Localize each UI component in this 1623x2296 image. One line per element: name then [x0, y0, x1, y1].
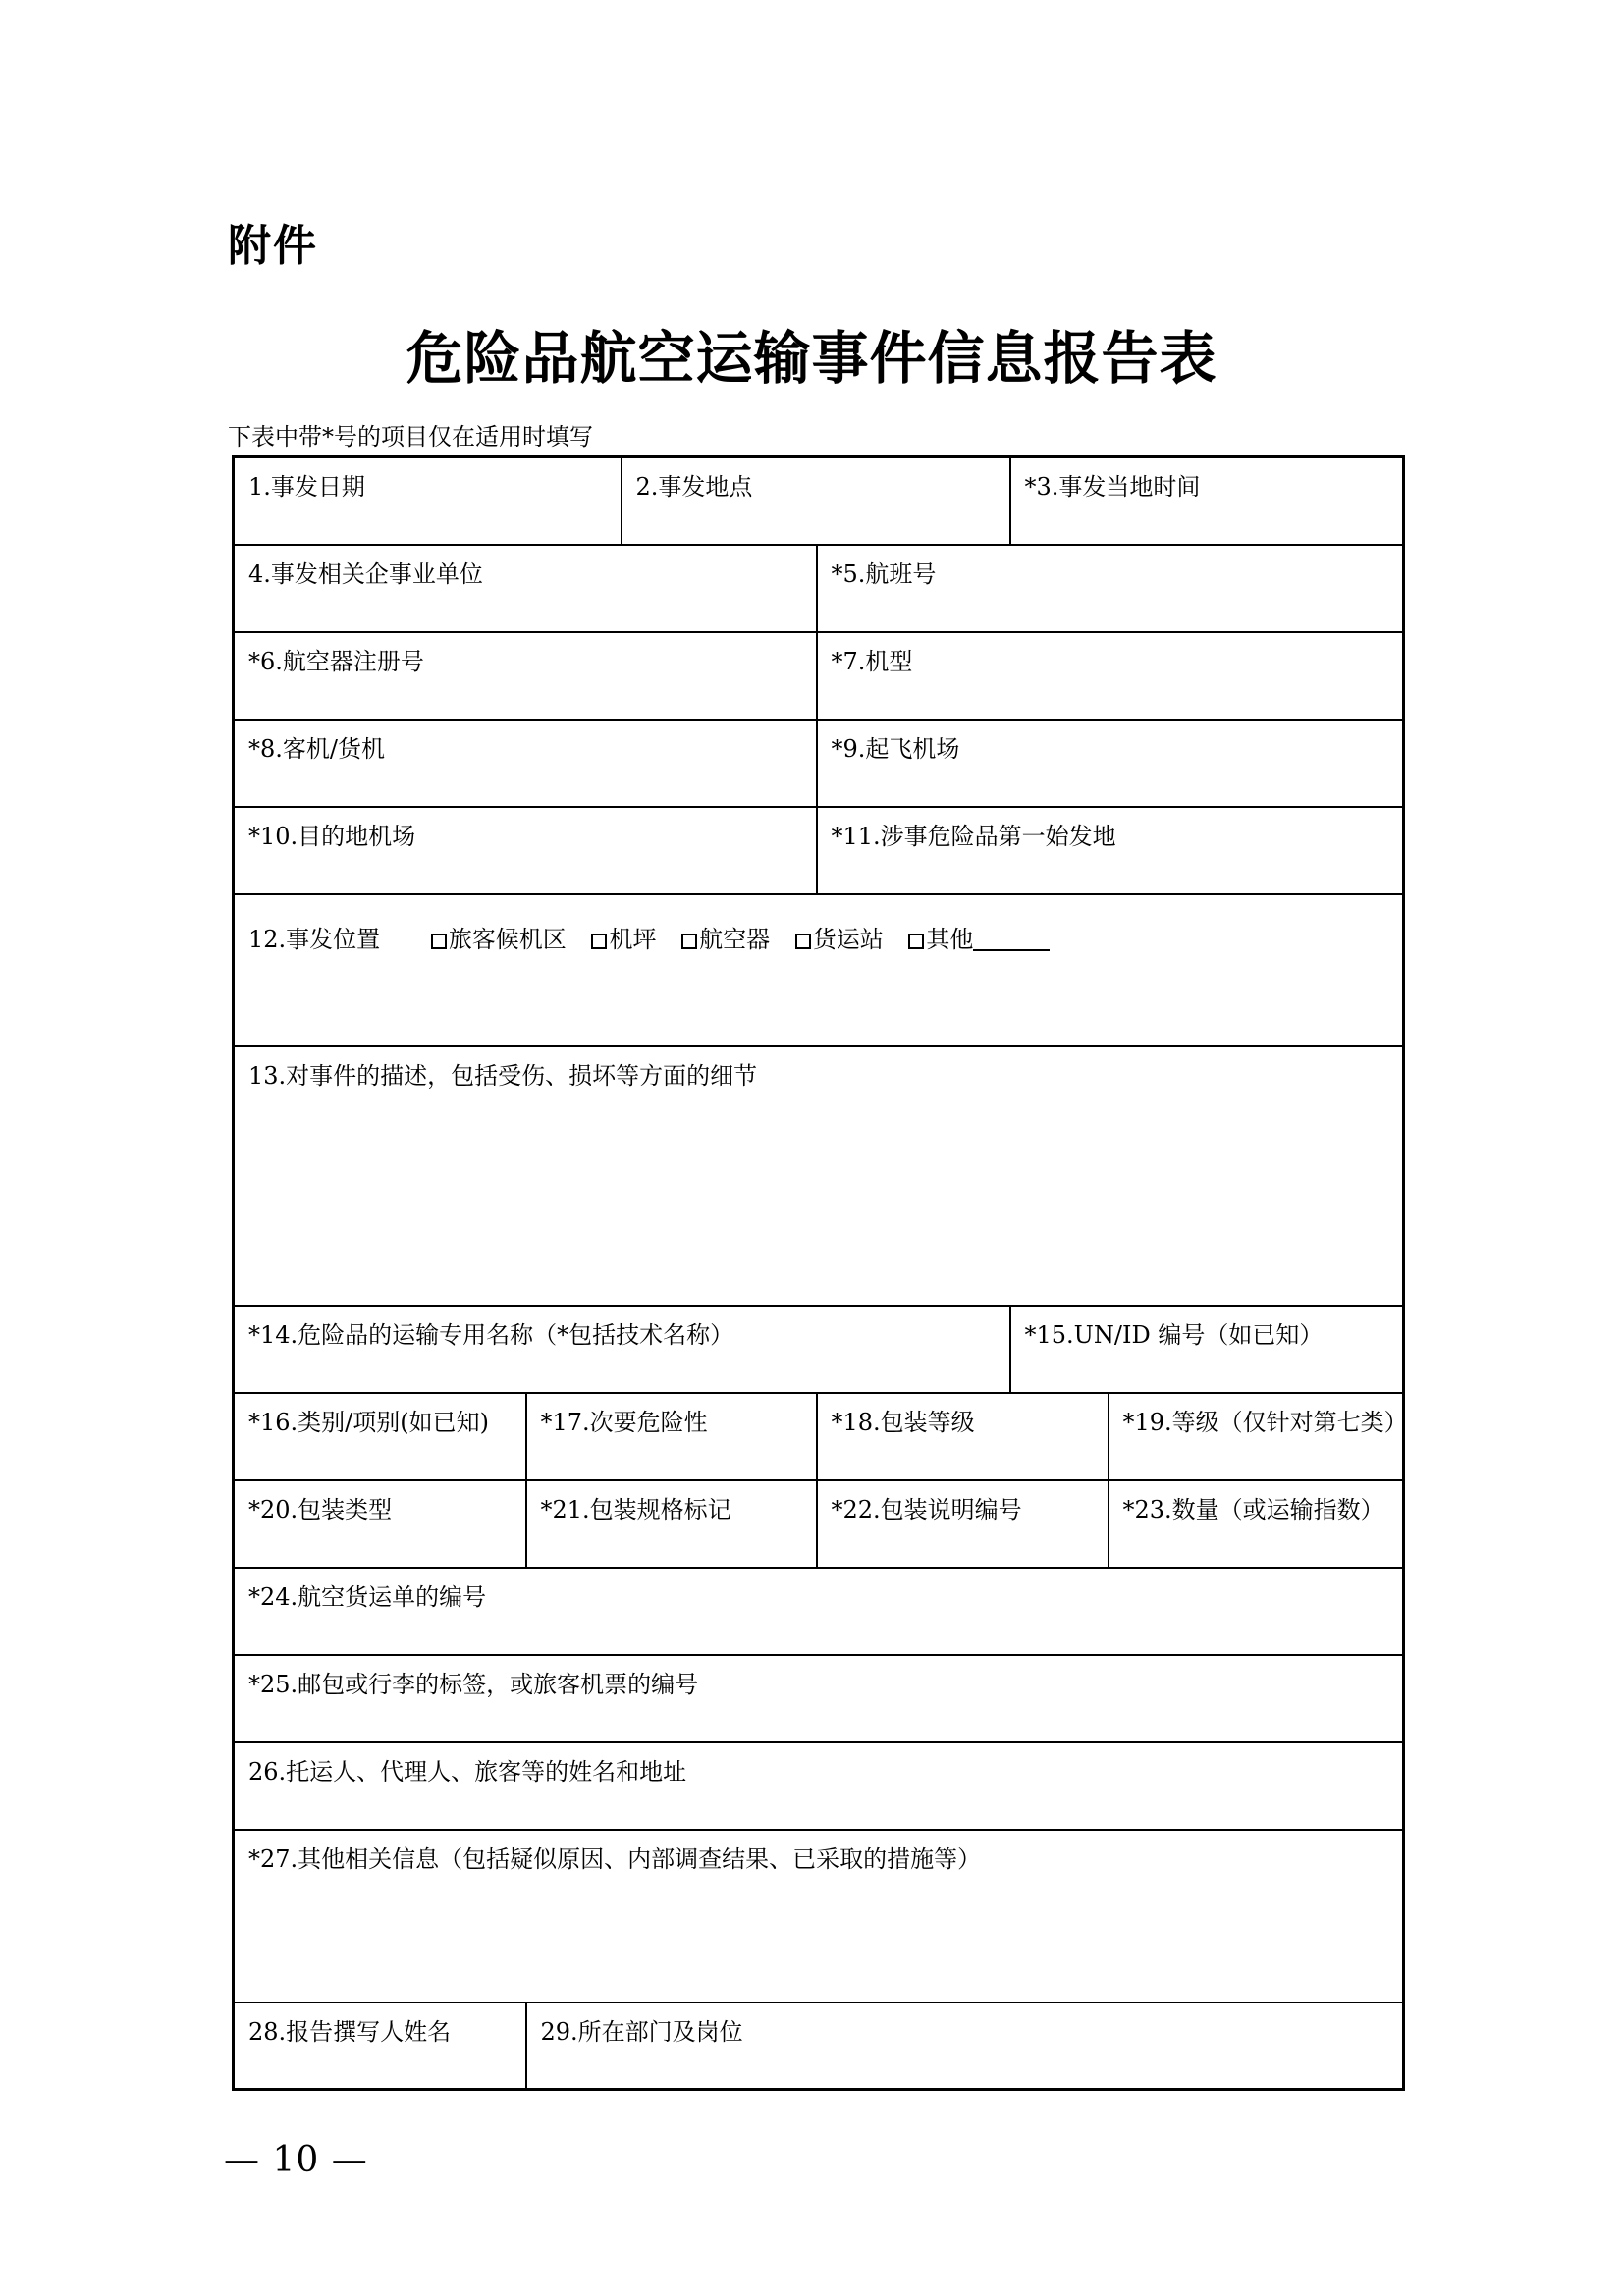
field-quantity[interactable]: *23.数量（或运输指数） [1109, 1480, 1404, 1568]
field-departure-airport[interactable]: *9.起飞机场 [817, 720, 1404, 807]
field-class-division[interactable]: *16.类别/项别(如已知) [234, 1393, 526, 1480]
attachment-label: 附件 [228, 221, 318, 271]
report-form-table [232, 455, 1408, 2091]
field-flight-number[interactable]: *5.航班号 [817, 545, 1404, 632]
checkbox-icon[interactable] [591, 934, 607, 949]
field-destination-airport[interactable]: *10.目的地机场 [234, 807, 817, 894]
checkbox-icon[interactable] [681, 934, 697, 949]
field-aircraft-registration[interactable]: *6.航空器注册号 [234, 632, 817, 720]
incident-position-label: 12.事发位置 [248, 925, 381, 953]
option-aircraft[interactable]: 航空器 [681, 919, 770, 960]
other-blank-line[interactable] [973, 928, 1050, 951]
form-note: 下表中带*号的项目仅在适用时填写 [228, 423, 593, 451]
field-reporter-name[interactable]: 28.报告撰写人姓名 [234, 2002, 526, 2090]
checkbox-icon[interactable] [431, 934, 447, 949]
field-department-position[interactable]: 29.所在部门及岗位 [526, 2002, 1404, 2090]
field-aircraft-type[interactable]: *7.机型 [817, 632, 1404, 720]
checkbox-icon[interactable] [795, 934, 811, 949]
field-packaging-type[interactable]: *20.包装类型 [234, 1480, 526, 1568]
field-incident-location[interactable]: 2.事发地点 [622, 457, 1010, 545]
field-air-waybill-number[interactable]: *24.航空货运单的编号 [234, 1568, 1404, 1655]
field-packing-group[interactable]: *18.包装等级 [817, 1393, 1109, 1480]
field-incident-date[interactable]: 1.事发日期 [234, 457, 622, 545]
field-passenger-cargo[interactable]: *8.客机/货机 [234, 720, 817, 807]
option-apron[interactable]: 机坪 [591, 919, 656, 960]
field-packaging-marking[interactable]: *21.包装规格标记 [526, 1480, 817, 1568]
option-other[interactable]: 其他 [908, 919, 1050, 960]
field-baggage-ticket-number[interactable]: *25.邮包或行李的标签，或旅客机票的编号 [234, 1655, 1404, 1742]
page-number: — 10 — [224, 2140, 368, 2180]
field-local-time[interactable]: *3.事发当地时间 [1010, 457, 1404, 545]
field-related-enterprise[interactable]: 4.事发相关企事业单位 [234, 545, 817, 632]
field-un-id-number[interactable]: *15.UN/ID 编号（如已知） [1010, 1306, 1404, 1393]
option-cargo-station[interactable]: 货运站 [795, 919, 884, 960]
field-origin-of-goods[interactable]: *11.涉事危险品第一始发地 [817, 807, 1404, 894]
field-subsidiary-risk[interactable]: *17.次要危险性 [526, 1393, 817, 1480]
page-title: 危险品航空运输事件信息报告表 [406, 325, 1217, 392]
option-passenger-waiting-area[interactable]: 旅客候机区 [431, 919, 567, 960]
field-incident-description[interactable]: 13.对事件的描述，包括受伤、损坏等方面的细节 [234, 1046, 1404, 1306]
field-category-class7[interactable]: *19.等级（仅针对第七类） [1109, 1393, 1404, 1480]
field-other-information[interactable]: *27.其他相关信息（包括疑似原因、内部调查结果、已采取的措施等） [234, 1830, 1404, 2002]
checkbox-icon[interactable] [908, 934, 924, 949]
field-proper-shipping-name[interactable]: *14.危险品的运输专用名称（*包括技术名称） [234, 1306, 1010, 1393]
field-incident-position [234, 894, 1404, 1046]
field-shipper-names-addresses[interactable]: 26.托运人、代理人、旅客等的姓名和地址 [234, 1742, 1404, 1830]
field-packing-instruction[interactable]: *22.包装说明编号 [817, 1480, 1109, 1568]
